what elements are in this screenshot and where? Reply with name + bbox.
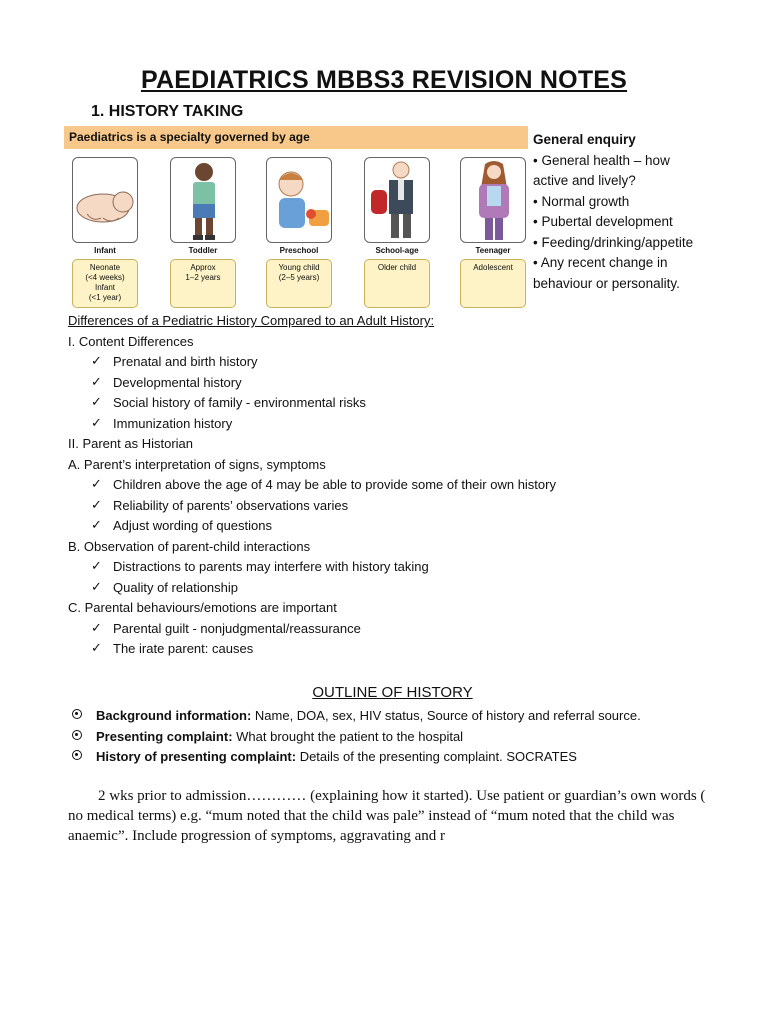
- subsection-c-heading: C. Parental behaviours/emotions are important: [68, 600, 337, 615]
- checklist-item: ✓ Children above the age of 4 may be able to provide some of their own history: [91, 475, 758, 496]
- check-icon: ✓: [91, 476, 102, 491]
- age-box: Young child (2–5 years): [266, 259, 332, 308]
- general-enquiry-heading: General enquiry: [533, 132, 636, 147]
- general-enquiry-item: • Pubertal development: [533, 214, 673, 229]
- differences-section: [68, 311, 758, 660]
- checklist-item: ✓ Distractions to parents may interfere with history taking: [91, 557, 758, 578]
- infant-illustration: [72, 157, 138, 243]
- check-icon: ✓: [91, 373, 102, 389]
- checklist-item: ✓ Parental guilt - nonjudgmental/reassurance: [91, 619, 758, 640]
- check-icon: ✓: [91, 414, 102, 430]
- check-icon: ✓: [91, 353, 102, 368]
- general-enquiry-item: • Feeding/drinking/appetite: [533, 234, 694, 250]
- general-enquiry-item: active and lively?: [533, 173, 636, 188]
- checklist-item: ✓ Immunization history: [91, 414, 758, 435]
- outline-item: History of presenting complaint: Details of the presenting complaint. SOCRATES: [72, 747, 762, 768]
- checklist-item: ✓ Adjust wording of questions: [91, 516, 758, 537]
- stage-label: School-age: [375, 246, 419, 255]
- teenager-illustration: [460, 157, 526, 243]
- outline-list: [72, 706, 762, 768]
- checklist-item: ✓ Quality of relationship: [91, 578, 758, 599]
- target-bullet-icon: [72, 709, 82, 719]
- page-title: PAEDIATRICS MBBS3 REVISION NOTES: [140, 66, 628, 94]
- general-enquiry-item: • General health – how: [533, 152, 670, 168]
- section-heading: 1. HISTORY TAKING: [91, 103, 244, 120]
- target-bullet-icon: [72, 750, 82, 760]
- toddler-illustration: [170, 157, 236, 243]
- check-icon: ✓: [91, 394, 102, 409]
- general-enquiry-item: • Any recent change in: [533, 255, 668, 270]
- checklist-item: ✓ The irate parent: causes: [91, 639, 758, 660]
- outline-item: Presenting complaint: What brought the patient to the hospital: [72, 727, 762, 748]
- check-icon: ✓: [91, 640, 102, 655]
- stage-label: Teenager: [475, 246, 511, 255]
- check-icon: ✓: [91, 578, 102, 594]
- age-box: Older child: [364, 259, 430, 308]
- school-age-illustration: [364, 157, 430, 243]
- outline-heading: OUTLINE OF HISTORY: [312, 684, 473, 701]
- general-enquiry-item: • Normal growth: [533, 193, 630, 209]
- subsection-b-heading: B. Observation of parent-child interactions: [68, 538, 311, 554]
- age-box: Approx 1–2 years: [170, 259, 236, 308]
- subsection-a-heading: A. Parent’s interpretation of signs, symptoms: [68, 456, 326, 472]
- general-enquiry-item: behaviour or personality.: [533, 275, 680, 291]
- checklist-item: ✓ Reliability of parents’ observations varies: [91, 496, 758, 517]
- age-banner: Paediatrics is a specialty governed by age: [64, 126, 528, 149]
- history-paragraph: 2 wks prior to admission………… (explaining how it started). Use patient or guardian’s own words ( no medical terms) e.g. “mum noted that the child was pale” instead of “mum noted that the child was anaemic”. Include progression of symptoms, aggravating and r: [68, 788, 706, 844]
- check-icon: ✓: [91, 558, 102, 573]
- age-box: Adolescent: [460, 259, 526, 308]
- check-icon: ✓: [91, 496, 102, 512]
- checklist-item: ✓ Prenatal and birth history: [91, 352, 758, 373]
- stage-label: Infant: [94, 246, 116, 255]
- stage-label: Toddler: [188, 246, 218, 255]
- content-differences-heading: I. Content Differences: [68, 333, 194, 349]
- differences-heading: Differences of a Pediatric History Compared to an Adult History:: [68, 313, 435, 328]
- preschool-illustration: [266, 157, 332, 243]
- age-box: Neonate (<4 weeks) Infant (<1 year): [72, 259, 138, 308]
- checklist-item: ✓ Developmental history: [91, 373, 758, 394]
- general-enquiry-panel: [533, 130, 763, 294]
- stage-label: Preschool: [279, 246, 319, 255]
- checklist-item: ✓ Social history of family - environmental risks: [91, 393, 758, 414]
- check-icon: ✓: [91, 619, 102, 635]
- outline-item: Background information: Name, DOA, sex, HIV status, Source of history and referral source.: [72, 706, 762, 727]
- parent-historian-heading: II. Parent as Historian: [68, 436, 193, 451]
- target-bullet-icon: [72, 730, 82, 740]
- check-icon: ✓: [91, 517, 102, 532]
